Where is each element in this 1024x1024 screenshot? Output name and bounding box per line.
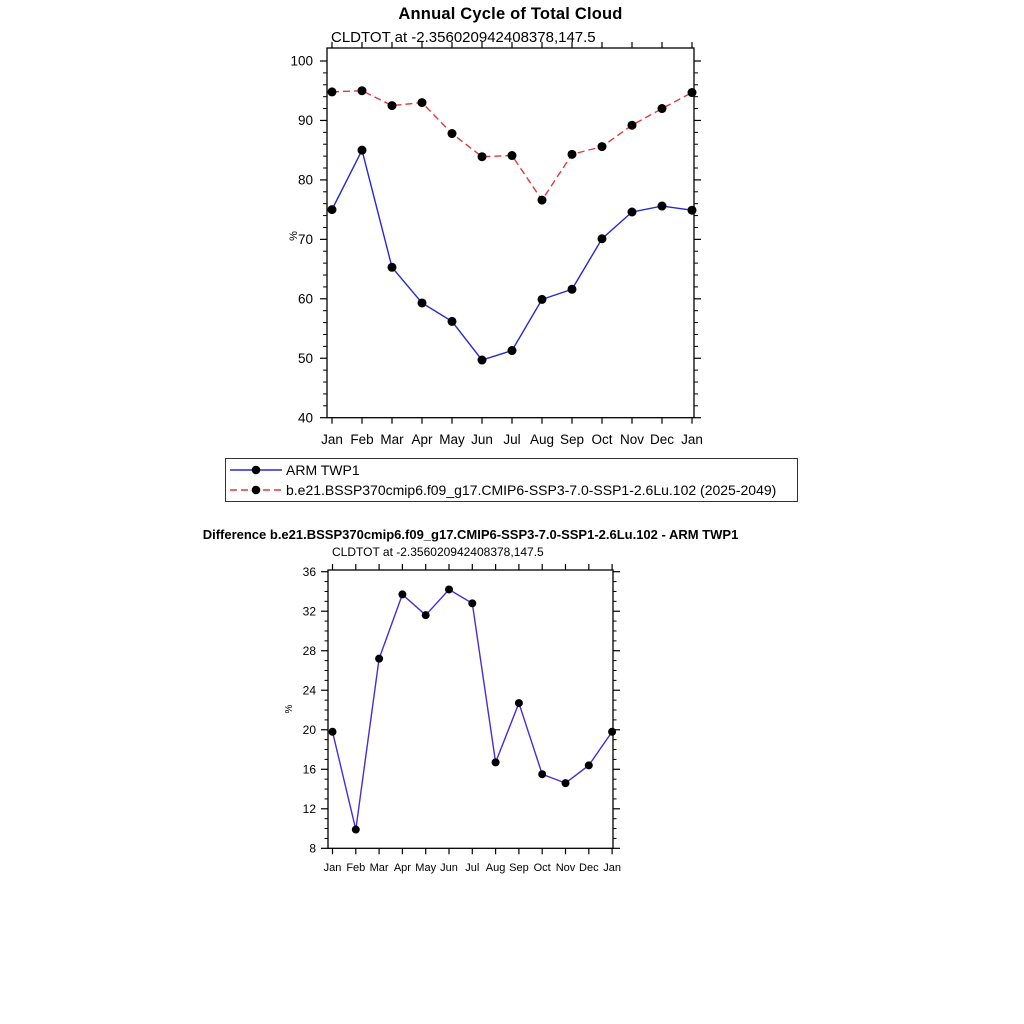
y-tick-label: 24 (302, 683, 316, 698)
x-tick-label: Aug (529, 432, 555, 447)
y-tick-label: 90 (297, 113, 313, 129)
plot-frame (328, 570, 613, 848)
series-markers-1 (328, 86, 697, 204)
x-tick-label: Jun (471, 432, 493, 447)
x-tick-label: Jun (440, 862, 458, 874)
y-tick-label: 40 (297, 410, 313, 426)
y-tick-label: 32 (302, 604, 316, 619)
x-tick-label: Jan (321, 432, 343, 447)
legend-row-0 (228, 460, 797, 480)
x-tick-label: Sep (509, 862, 529, 874)
legend-sample-dashed-line (228, 483, 284, 497)
y-tick-label: 16 (302, 762, 316, 777)
y-tick-label: 60 (297, 291, 313, 307)
x-tick-label: Oct (533, 862, 551, 874)
y-tick-label: 70 (297, 232, 313, 248)
x-tick-label: Dec (579, 862, 599, 874)
x-tick-label: Oct (591, 432, 613, 447)
x-tick-label: Feb (350, 432, 374, 447)
x-tick-label: Jan (323, 862, 342, 874)
x-tick-label: Jul (503, 432, 521, 447)
x-tick-label: Mar (369, 862, 389, 874)
plot-frame (327, 48, 694, 418)
x-tick-label: May (415, 862, 437, 874)
x-tick-label: Feb (346, 862, 366, 874)
y-tick-label: 100 (290, 53, 313, 69)
bottom-chart-subtitle: CLDTOT at -2.356020942408378,147.5 (332, 545, 544, 559)
y-tick-label: 8 (309, 841, 316, 856)
x-tick-label: May (439, 432, 465, 447)
x-tick-label: Aug (485, 862, 506, 874)
legend-row-1 (228, 480, 797, 500)
legend-label-0: ARM TWP1 (286, 462, 360, 478)
x-tick-label: Jan (681, 432, 703, 447)
y-tick-label: 36 (302, 564, 316, 579)
x-tick-label: Jan (603, 862, 621, 874)
x-tick-label: Sep (559, 432, 585, 447)
top-chart-title: Annual Cycle of Total Cloud (398, 5, 623, 23)
legend-label-1: b.e21.BSSP370cmip6.f09_g17.CMIP6-SSP3-7.0-SSP1-2.6Lu.102 (2025-2049) (286, 482, 777, 498)
x-tick-label: Apr (411, 432, 433, 447)
y-tick-label: 50 (297, 350, 313, 366)
legend-box (225, 458, 798, 502)
bottom-chart-title: Difference b.e21.BSSP370cmip6.f09_g17.CMIP6-SSP3-7.0-SSP1-2.6Lu.102 - ARM TWP1 (202, 527, 739, 542)
y-axis-label: % (284, 704, 295, 714)
axes (320, 42, 701, 424)
y-tick-label: 12 (302, 801, 316, 816)
x-tick-label: Apr (393, 862, 411, 874)
y-axis-label: % (288, 231, 300, 241)
y-tick-label: 28 (302, 643, 316, 658)
x-tick-label: Mar (380, 432, 404, 447)
axes (321, 564, 620, 854)
x-tick-label: Nov (555, 862, 576, 874)
y-tick-label: 80 (297, 172, 313, 188)
series-line-1 (332, 91, 692, 200)
series-line-0 (332, 150, 692, 360)
y-tick-label: 20 (302, 722, 316, 737)
series-line-0 (333, 589, 613, 829)
top-chart-subtitle: CLDTOT at -2.356020942408378,147.5 (331, 29, 596, 46)
x-tick-label: Dec (649, 432, 675, 447)
x-tick-label: Nov (619, 432, 645, 447)
series-markers-0 (329, 585, 617, 833)
legend-sample-solid-line (228, 463, 284, 477)
x-tick-label: Jul (465, 862, 480, 874)
series-markers-0 (328, 146, 697, 365)
